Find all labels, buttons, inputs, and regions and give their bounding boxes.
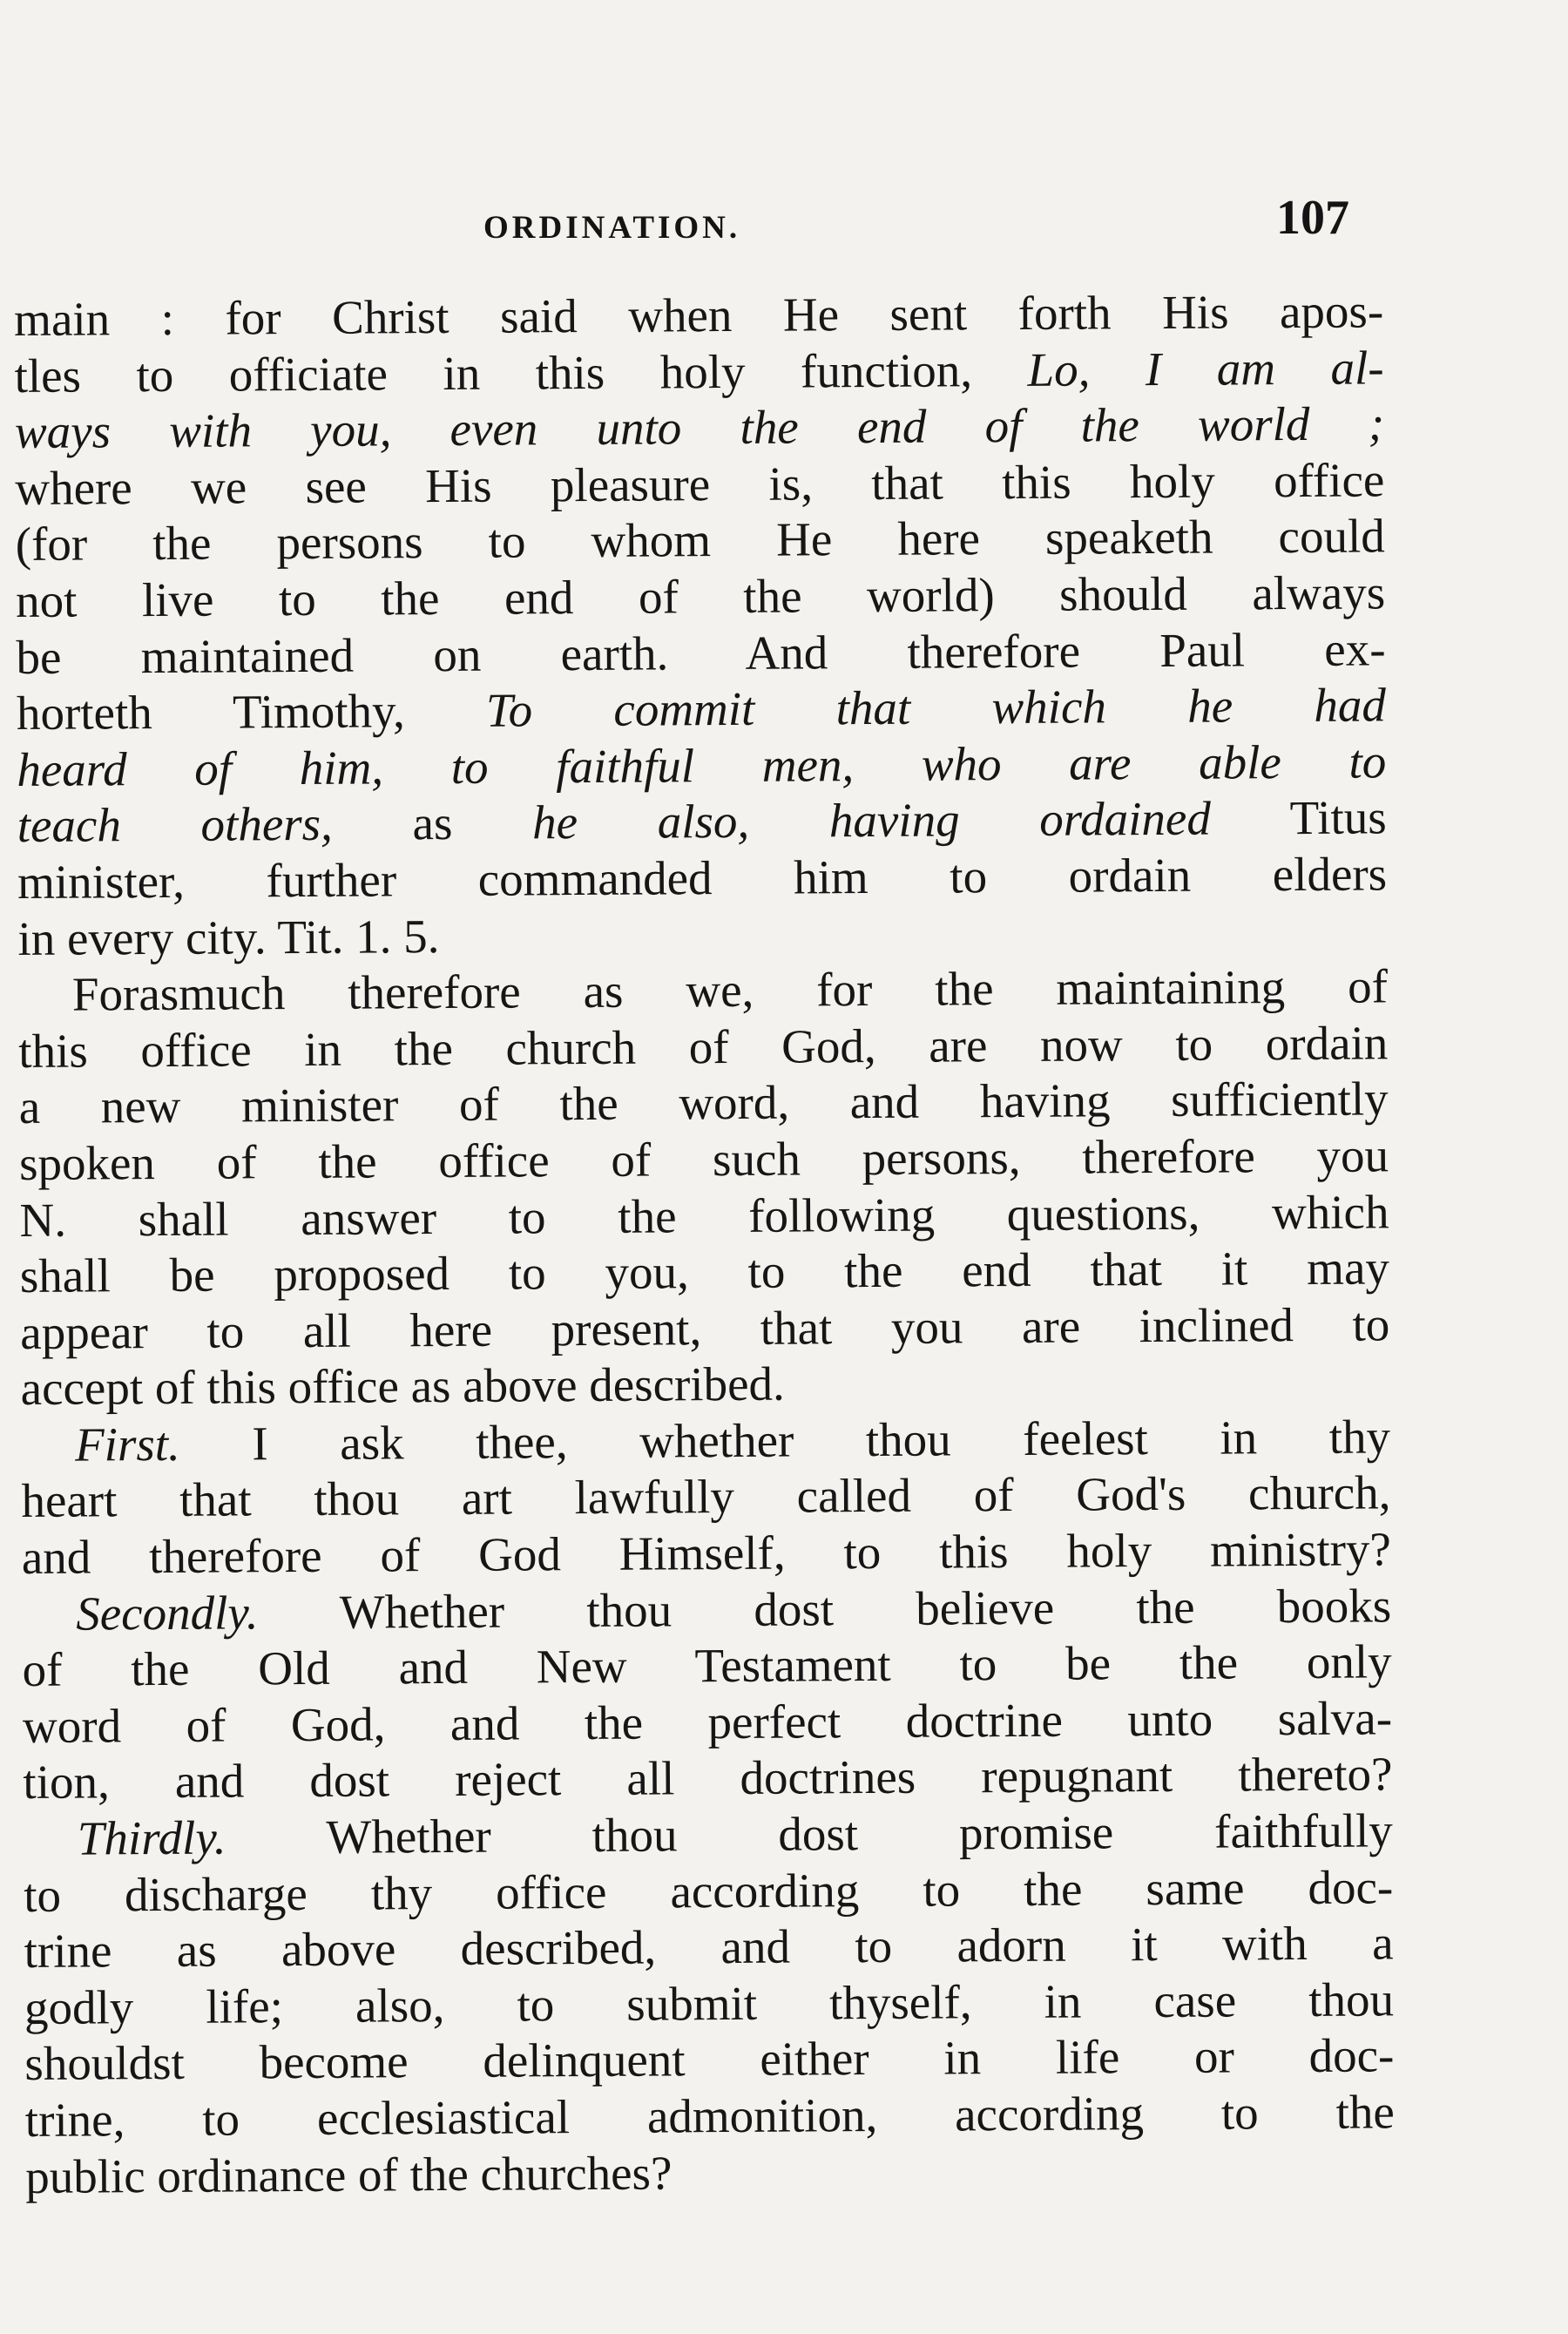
text-line: (for the persons to whom He here speaketh could [15, 509, 1385, 572]
text-line: shouldst become delinquent either in life or doc- [24, 2028, 1395, 2091]
text-line: tion, and dost reject all doctrines repugnant thereto? [23, 1747, 1393, 1810]
text-line: Forasmuch therefore as we, for the maintaining of [71, 959, 1389, 1021]
italic-span: Thirdly. [77, 1810, 226, 1865]
running-title: ORDINATION. [483, 210, 741, 246]
text-line: not live to the end of the world) should always [15, 565, 1386, 627]
text-line-mixed [22, 1578, 1391, 1642]
text-line: shall be proposed to you, to the end that it may [19, 1241, 1390, 1303]
running-head [0, 190, 1568, 251]
text-line: of the Old and New Testament to be the only [22, 1634, 1392, 1697]
text-line: accept of this office as above described. [20, 1356, 785, 1416]
italic-span: Lo, I am al- [1027, 340, 1384, 396]
page-number: 107 [1276, 191, 1349, 245]
text-line: be maintained on earth. And therefore Paul ex- [16, 621, 1386, 684]
text-line: and therefore of God Himself, to this holy ministry? [21, 1522, 1392, 1585]
text-line: heart that thou art lawfully called of God's church, [21, 1465, 1391, 1528]
text-line: where we see His pleasure is, that this holy office [15, 453, 1385, 515]
text-line: trine, to ecclesiastical admonition, according to the [24, 2085, 1395, 2147]
text-line: spoken of the office of such persons, therefore you [18, 1128, 1389, 1190]
text-line-italic [15, 396, 1384, 461]
text-line: main : for Christ said when He sent forth His apos- [14, 284, 1384, 346]
text-line-mixed [24, 1803, 1393, 1867]
text-line-mixed [17, 678, 1386, 742]
text-line: trine as above described, and to adorn it with a [24, 1916, 1394, 1979]
italic-span: he also, having ordained [531, 791, 1212, 849]
text-line: this office in the church of God, are now to ordain [18, 1016, 1389, 1078]
text-span: I ask thee, whether thou feelest in thy [252, 1410, 1391, 1471]
text-line-mixed [17, 790, 1387, 855]
text-span: Whether thou dost believe the books [339, 1579, 1392, 1639]
text-span: as [412, 796, 453, 850]
italic-span: Secondly. [76, 1585, 259, 1641]
text-line: a new minister of the word, and having sufficiently [18, 1072, 1389, 1134]
italic-span: teach others, [17, 797, 334, 853]
text-line: minister, further commanded him to ordain elders [17, 847, 1388, 909]
text-line: appear to all here present, that you are inclined to [20, 1297, 1390, 1359]
italic-span: First. [74, 1417, 180, 1471]
text-line: N. shall answer to the following questions, which [19, 1184, 1389, 1247]
text-line: godly life; also, to submit thyself, in case thou [24, 1972, 1395, 2034]
text-span: Titus [1289, 790, 1387, 845]
italic-span: To commit that which he had [485, 678, 1387, 737]
text-span: tles to officiate in this holy function, [14, 342, 973, 403]
body-text [14, 283, 1395, 2205]
text-line-italic [17, 734, 1386, 798]
text-line: in every city. Tit. 1. 5. [17, 909, 440, 965]
text-span: horteth Timothy, [16, 684, 405, 741]
text-line: public ordinance of the churches? [25, 2146, 672, 2203]
text-line: word of God, and the perfect doctrine unto salva- [22, 1691, 1393, 1753]
text-span: Whether thou dost promise faithfully [326, 1803, 1394, 1864]
italic-span: ways with you, even unto the end of the world ; [14, 396, 1385, 459]
italic-span: heard of him, to faithful men, who are able to [17, 734, 1387, 796]
text-line: to discharge thy office according to the same doc- [24, 1859, 1394, 1922]
text-line-mixed [21, 1409, 1390, 1473]
text-line-mixed [14, 340, 1383, 404]
